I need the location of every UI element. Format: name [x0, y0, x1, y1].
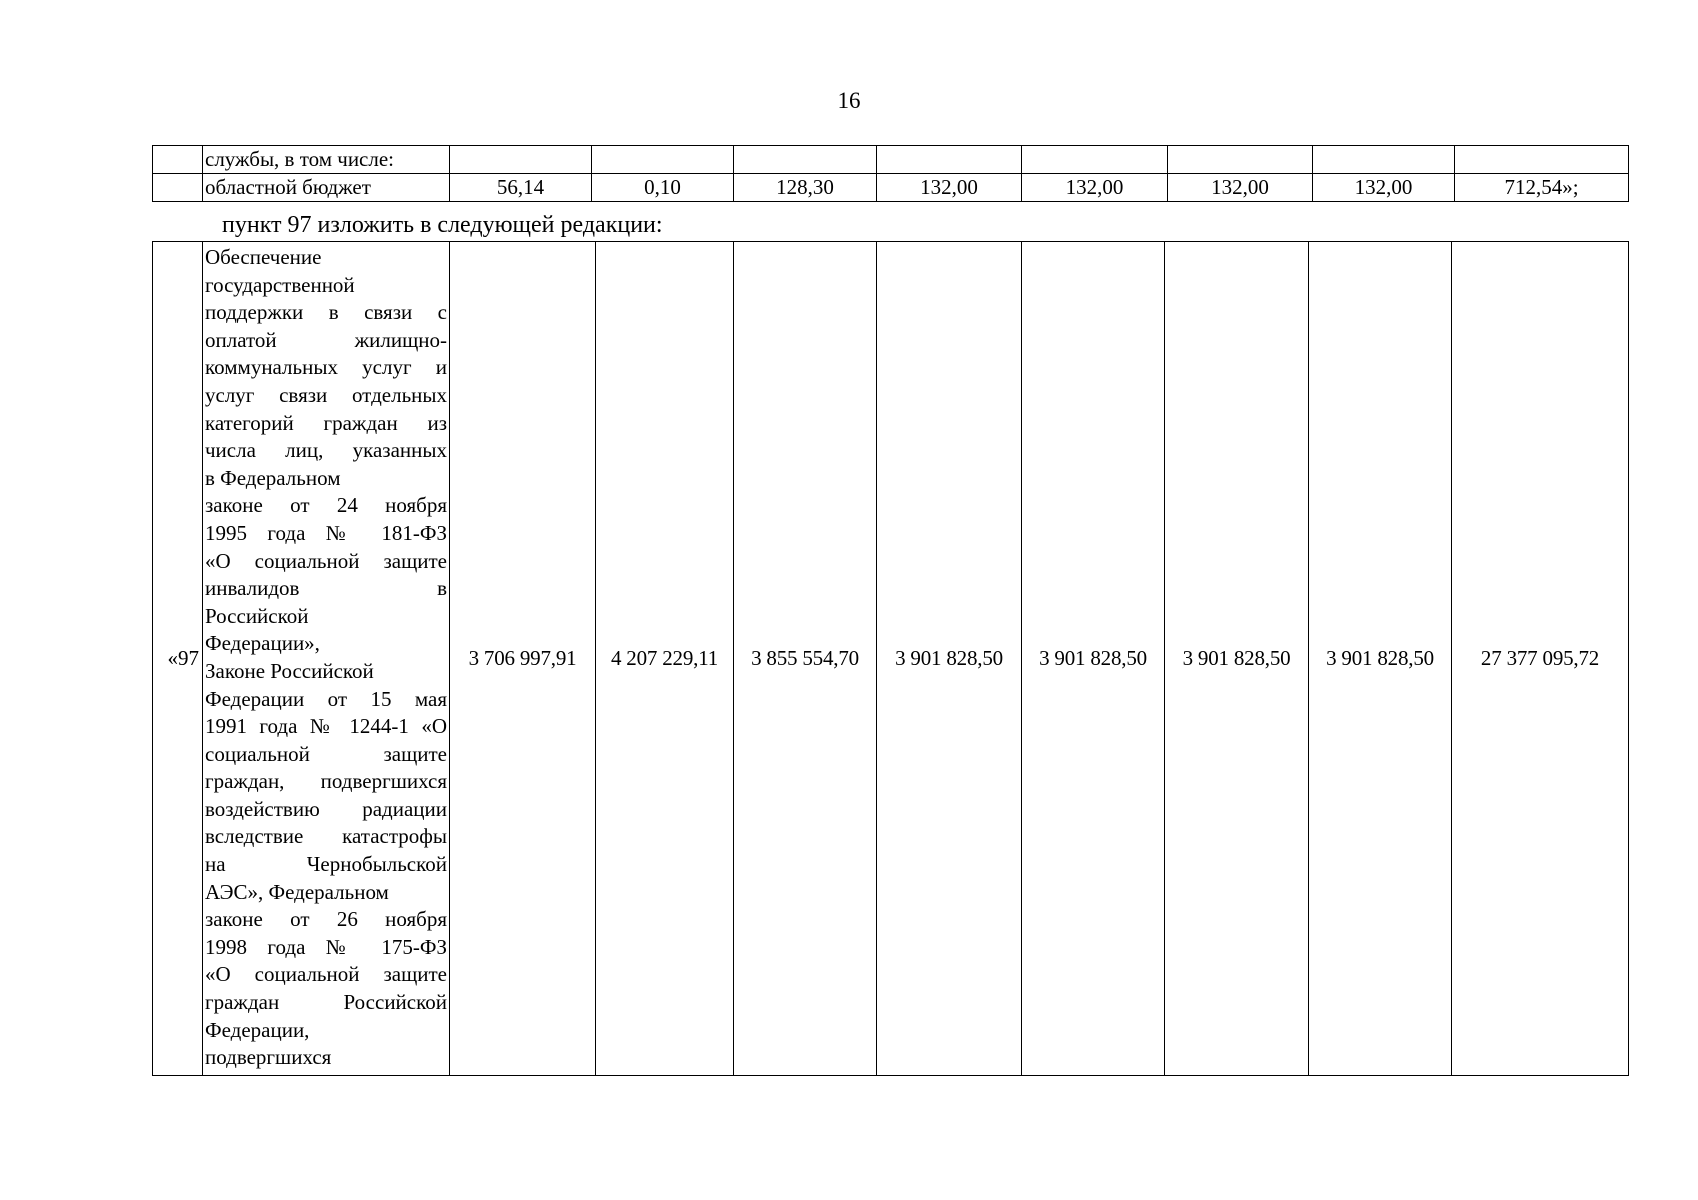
value-cell: 132,00	[1313, 174, 1455, 202]
description-line: категорий граждан из	[205, 410, 447, 435]
description-line: граждан, подвергшихся	[205, 769, 447, 794]
description-line: Российской	[205, 603, 309, 628]
value-cell: 3 901 828,50	[1165, 242, 1309, 1076]
description-line: поддержки в связи с	[205, 300, 447, 325]
value-cell: 132,00	[1168, 174, 1313, 202]
value-cell: 3 855 554,70	[734, 242, 877, 1076]
item-97-table	[152, 241, 1629, 1076]
table-row	[153, 146, 1629, 174]
description-line: коммунальных услуг и	[205, 355, 447, 380]
value-cell: 132,00	[1022, 174, 1168, 202]
row-number-cell	[153, 174, 203, 202]
description-line: Федерации»,	[205, 631, 320, 656]
value-cell	[592, 146, 734, 174]
description-line: вследствие катастрофы	[205, 824, 447, 849]
value-cell: 3 706 997,91	[450, 242, 596, 1076]
page-number: 16	[837, 88, 861, 113]
value-cell: 712,54»;	[1455, 174, 1629, 202]
description-line: законе от 26 ноября	[205, 907, 447, 932]
value-cell	[1313, 146, 1455, 174]
description-line: законе от 24 ноября	[205, 493, 447, 518]
description-line: АЭС», Федеральном	[205, 879, 389, 904]
value-cell: 0,10	[592, 174, 734, 202]
table-row	[153, 242, 1629, 1076]
value-cell	[450, 146, 592, 174]
value-cell	[1022, 146, 1168, 174]
value-cell: 3 901 828,50	[1022, 242, 1165, 1076]
row-number-cell: «97	[153, 242, 203, 1076]
description-line: 1991 года № 1244-1 «О	[205, 714, 447, 739]
value-cell: 132,00	[877, 174, 1022, 202]
value-cell: 3 901 828,50	[877, 242, 1022, 1076]
description-line: услуг связи отдельных	[205, 382, 447, 407]
description-line: Федерации от 15 мая	[205, 686, 447, 711]
value-cell	[1168, 146, 1313, 174]
row-label: областной бюджет	[203, 174, 450, 202]
description-line: государственной	[205, 272, 355, 297]
description-line: в Федеральном	[205, 465, 341, 490]
value-cell: 56,14	[450, 174, 592, 202]
value-cell: 4 207 229,11	[596, 242, 734, 1076]
description-line: 1998 года № 175-ФЗ	[205, 934, 447, 959]
row-number-cell	[153, 146, 203, 174]
value-cell: 128,30	[734, 174, 877, 202]
row-label: службы, в том числе:	[203, 146, 450, 174]
description-line: социальной защите	[205, 741, 447, 766]
amendment-instruction: пункт 97 изложить в следующей редакции:	[222, 212, 663, 238]
description-line: инвалидов в	[205, 576, 447, 601]
description-line: воздействию радиации	[205, 796, 447, 821]
value-cell: 3 901 828,50	[1309, 242, 1452, 1076]
total-cell: 27 377 095,72	[1452, 242, 1629, 1076]
value-cell	[877, 146, 1022, 174]
value-cell	[1455, 146, 1629, 174]
description-line: на Чернобыльской	[205, 852, 447, 877]
description-line: 1995 года № 181-ФЗ	[205, 520, 447, 545]
value-cell	[734, 146, 877, 174]
description-line: Законе Российской	[205, 658, 374, 683]
description-line: «О социальной защите	[205, 548, 447, 573]
description-line: Обеспечение	[205, 245, 322, 269]
continuation-table	[152, 145, 1629, 202]
description-cell	[203, 242, 450, 1076]
description-line: оплатой жилищно-	[205, 327, 447, 352]
description-line: «О социальной защите	[205, 962, 447, 987]
description-line: граждан Российской	[205, 990, 447, 1015]
description-line: Федерации,	[205, 1017, 310, 1042]
table-row	[153, 174, 1629, 202]
description-line: подвергшихся	[205, 1045, 332, 1070]
description-line: числа лиц, указанных	[205, 438, 447, 463]
